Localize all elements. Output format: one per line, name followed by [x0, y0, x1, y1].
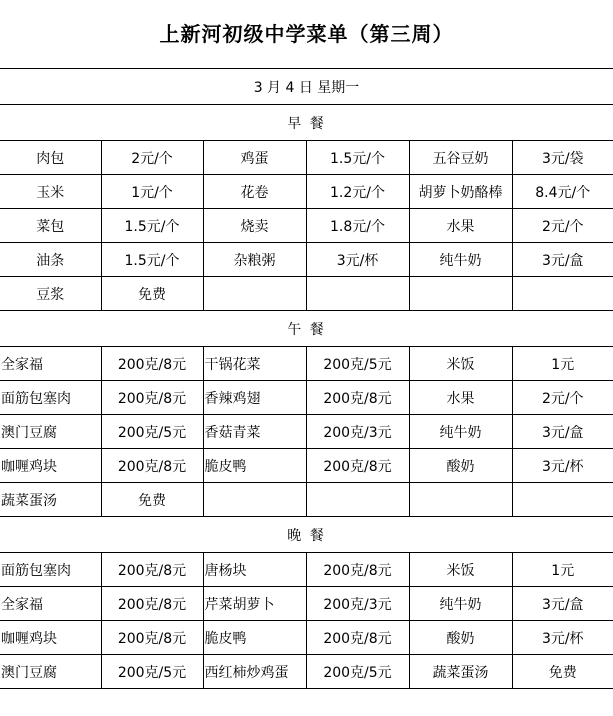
breakfast-item-price: 3元/杯: [306, 243, 409, 277]
dinner-item-name: 脆皮鸭: [203, 621, 306, 655]
lunch-item-price: 200克/8元: [101, 449, 203, 483]
lunch-item-price: 200克/8元: [101, 347, 203, 381]
lunch-item-price: 200克/8元: [101, 381, 203, 415]
dinner-item-price: 3元/盒: [512, 587, 613, 621]
breakfast-item-name: 豆浆: [0, 277, 101, 311]
lunch-item-name: [409, 483, 512, 517]
lunch-item-name: 蔬菜蛋汤: [0, 483, 101, 517]
breakfast-item-name: 玉米: [0, 175, 101, 209]
lunch-item-price: 200克/8元: [306, 381, 409, 415]
lunch-item-price: 3元/盒: [512, 415, 613, 449]
dinner-item-price: 200克/8元: [101, 621, 203, 655]
lunch-row: [0, 483, 613, 517]
breakfast-item-price: 2元/个: [101, 141, 203, 175]
breakfast-item-name: 杂粮粥: [203, 243, 306, 277]
breakfast-row: [0, 141, 613, 175]
lunch-item-name: 全家福: [0, 347, 101, 381]
lunch-item-price: 200克/5元: [101, 415, 203, 449]
dinner-item-name: 唐杨块: [203, 553, 306, 587]
dinner-row: [0, 655, 613, 689]
dinner-item-price: 200克/3元: [306, 587, 409, 621]
dinner-item-name: 西红柿炒鸡蛋: [203, 655, 306, 689]
dinner-item-name: 面筋包塞肉: [0, 553, 101, 587]
breakfast-row: [0, 277, 613, 311]
breakfast-item-price: 8.4元/个: [512, 175, 613, 209]
lunch-row: [0, 347, 613, 381]
dinner-row: [0, 587, 613, 621]
breakfast-item-name: 烧卖: [203, 209, 306, 243]
dinner-item-price: 200克/5元: [306, 655, 409, 689]
dinner-heading-row: [0, 517, 613, 553]
breakfast-item-name: 菜包: [0, 209, 101, 243]
lunch-item-name: 澳门豆腐: [0, 415, 101, 449]
breakfast-item-name: 肉包: [0, 141, 101, 175]
breakfast-item-name: 水果: [409, 209, 512, 243]
breakfast-item-name: [409, 277, 512, 311]
lunch-item-name: 米饭: [409, 347, 512, 381]
breakfast-item-price: 1.5元/个: [101, 209, 203, 243]
lunch-item-name: 面筋包塞肉: [0, 381, 101, 415]
breakfast-item-price: 1.8元/个: [306, 209, 409, 243]
lunch-item-price: 200克/3元: [306, 415, 409, 449]
breakfast-item-name: 花卷: [203, 175, 306, 209]
lunch-item-price: [512, 483, 613, 517]
lunch-item-name: 酸奶: [409, 449, 512, 483]
breakfast-item-name: 五谷豆奶: [409, 141, 512, 175]
breakfast-item-price: 3元/袋: [512, 141, 613, 175]
breakfast-item-price: 3元/盒: [512, 243, 613, 277]
dinner-item-price: 200克/8元: [306, 553, 409, 587]
lunch-item-price: 200克/5元: [306, 347, 409, 381]
date-row: [0, 69, 613, 105]
menu-table: [0, 68, 613, 689]
breakfast-item-name: [203, 277, 306, 311]
breakfast-item-price: [306, 277, 409, 311]
breakfast-row: [0, 209, 613, 243]
lunch-item-name: 香菇青菜: [203, 415, 306, 449]
lunch-item-name: 水果: [409, 381, 512, 415]
lunch-item-name: 纯牛奶: [409, 415, 512, 449]
lunch-item-name: 香辣鸡翅: [203, 381, 306, 415]
breakfast-item-price: [512, 277, 613, 311]
breakfast-item-price: 2元/个: [512, 209, 613, 243]
lunch-item-name: 干锅花菜: [203, 347, 306, 381]
lunch-item-name: 咖喱鸡块: [0, 449, 101, 483]
lunch-heading: 午 餐: [0, 311, 613, 347]
lunch-item-price: [306, 483, 409, 517]
dinner-item-name: 酸奶: [409, 621, 512, 655]
breakfast-heading: 早 餐: [0, 105, 613, 141]
dinner-item-name: 芹菜胡萝卜: [203, 587, 306, 621]
dinner-item-name: 咖喱鸡块: [0, 621, 101, 655]
breakfast-item-price: 1.2元/个: [306, 175, 409, 209]
lunch-row: [0, 415, 613, 449]
lunch-item-price: 免费: [101, 483, 203, 517]
breakfast-item-price: 1.5元/个: [306, 141, 409, 175]
dinner-item-name: 全家福: [0, 587, 101, 621]
lunch-item-name: 脆皮鸭: [203, 449, 306, 483]
page-title: 上新河初级中学菜单（第三周）: [159, 22, 454, 46]
dinner-item-name: 蔬菜蛋汤: [409, 655, 512, 689]
breakfast-row: [0, 243, 613, 277]
dinner-item-price: 1元: [512, 553, 613, 587]
lunch-item-price: 2元/个: [512, 381, 613, 415]
dinner-row: [0, 621, 613, 655]
dinner-item-name: 纯牛奶: [409, 587, 512, 621]
breakfast-heading-row: [0, 105, 613, 141]
dinner-item-name: 米饭: [409, 553, 512, 587]
dinner-item-price: 200克/5元: [101, 655, 203, 689]
breakfast-item-name: 胡萝卜奶酪棒: [409, 175, 512, 209]
dinner-item-price: 200克/8元: [101, 587, 203, 621]
breakfast-item-name: 油条: [0, 243, 101, 277]
lunch-item-price: 3元/杯: [512, 449, 613, 483]
lunch-row: [0, 449, 613, 483]
date-label: 3 月 4 日 星期一: [0, 69, 613, 105]
dinner-row: [0, 553, 613, 587]
breakfast-row: [0, 175, 613, 209]
lunch-item-price: 200克/8元: [306, 449, 409, 483]
breakfast-item-price: 免费: [101, 277, 203, 311]
dinner-item-price: 200克/8元: [101, 553, 203, 587]
breakfast-item-price: 1元/个: [101, 175, 203, 209]
lunch-row: [0, 381, 613, 415]
lunch-heading-row: [0, 311, 613, 347]
breakfast-item-name: 纯牛奶: [409, 243, 512, 277]
dinner-item-name: 澳门豆腐: [0, 655, 101, 689]
dinner-item-price: 200克/8元: [306, 621, 409, 655]
dinner-heading: 晚 餐: [0, 517, 613, 553]
breakfast-item-name: 鸡蛋: [203, 141, 306, 175]
dinner-item-price: 免费: [512, 655, 613, 689]
breakfast-item-price: 1.5元/个: [101, 243, 203, 277]
lunch-item-name: [203, 483, 306, 517]
lunch-item-price: 1元: [512, 347, 613, 381]
dinner-item-price: 3元/杯: [512, 621, 613, 655]
